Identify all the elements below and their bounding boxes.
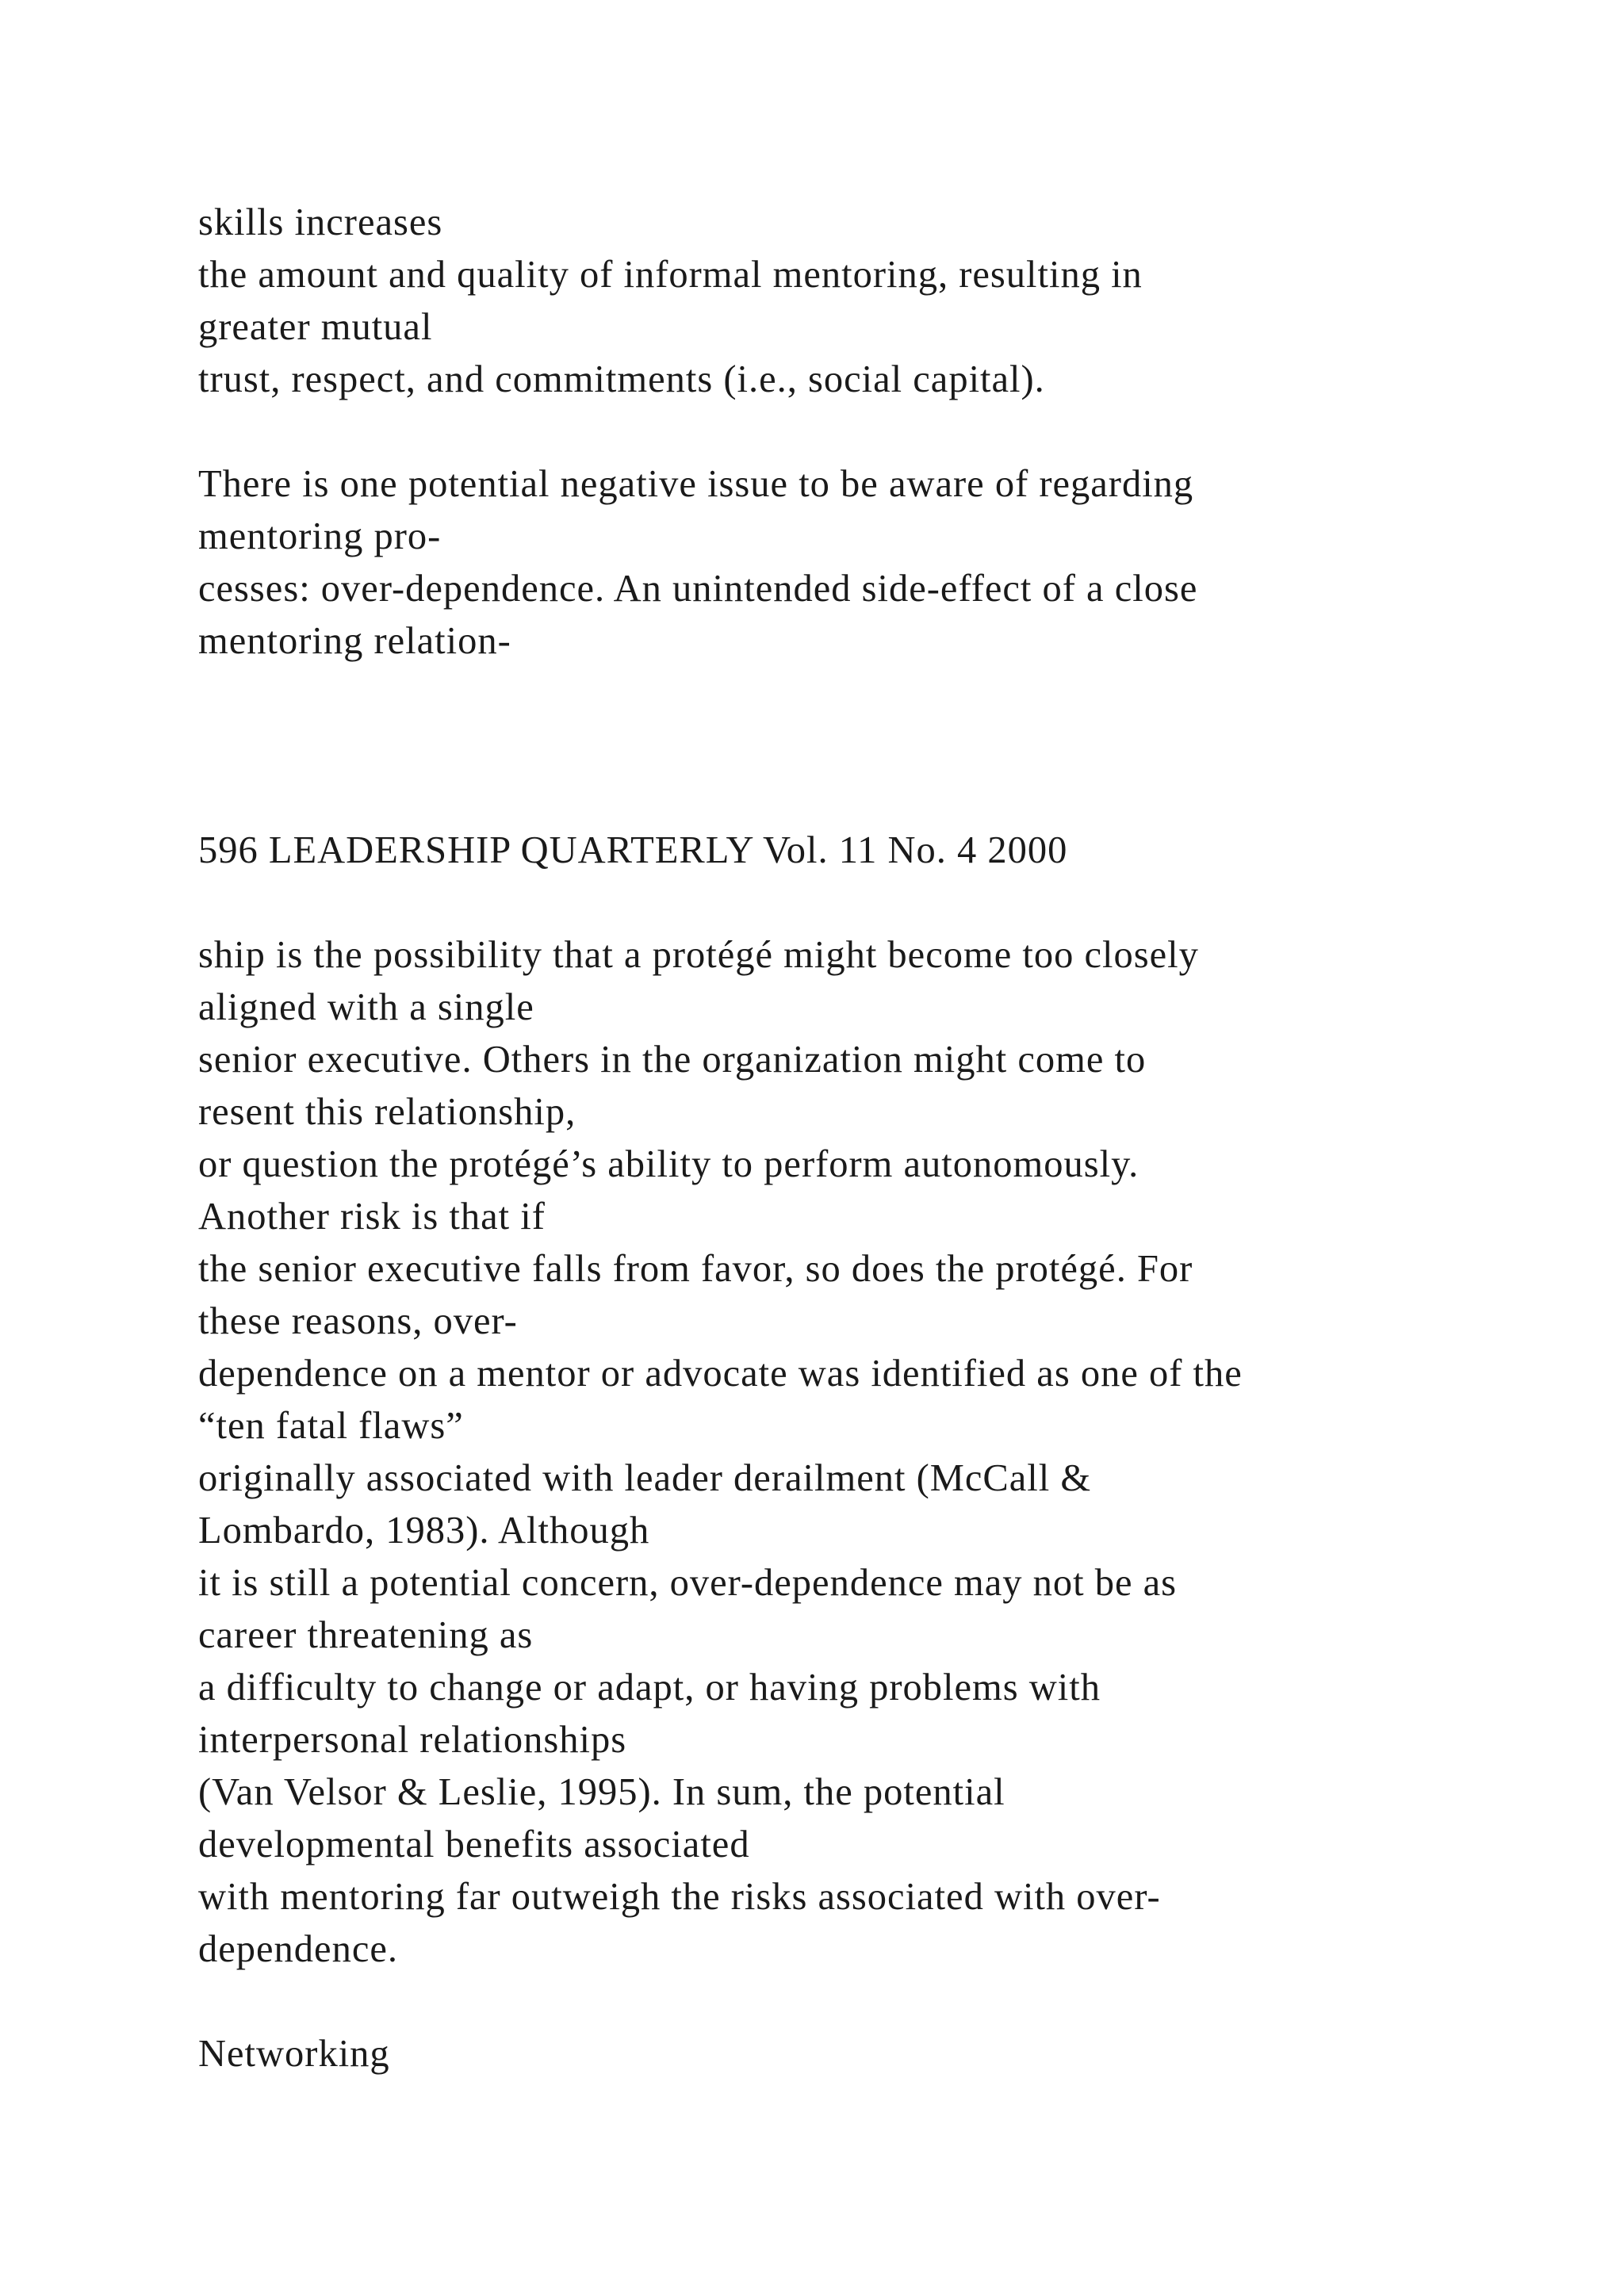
- text-line: mentoring relation-: [198, 620, 511, 662]
- text-line: a difficulty to change or adapt, or having problems with: [198, 1667, 1101, 1709]
- text-line: Lombardo, 1983). Although: [198, 1510, 650, 1552]
- text-line: Another risk is that if: [198, 1196, 546, 1238]
- text-line: trust, respect, and commitments (i.e., social capital).: [198, 358, 1045, 400]
- text-line: cesses: over-dependence. An unintended side-effect of a close: [198, 568, 1198, 610]
- section-heading-text: Networking: [198, 2033, 390, 2075]
- paragraph-over-dependence-intro: [198, 458, 1546, 668]
- text-line: the senior executive falls from favor, so does the protégé. For: [198, 1248, 1193, 1290]
- running-header: [198, 825, 1546, 877]
- text-line: developmental benefits associated: [198, 1823, 750, 1866]
- text-line: senior executive. Others in the organization might come to: [198, 1039, 1147, 1081]
- text-line: the amount and quality of informal mentoring, resulting in: [198, 254, 1143, 296]
- text-line: greater mutual: [198, 306, 433, 348]
- text-line: dependence.: [198, 1928, 399, 1970]
- section-heading: [198, 2028, 1546, 2080]
- text-line: career threatening as: [198, 1614, 534, 1656]
- text-line: There is one potential negative issue to be aware of regarding: [198, 463, 1194, 505]
- text-line: (Van Velsor & Leslie, 1995). In sum, the potential: [198, 1771, 1005, 1813]
- text-line: with mentoring far outweigh the risks associated with over-: [198, 1876, 1161, 1918]
- text-line: aligned with a single: [198, 986, 534, 1028]
- text-line: these reasons, over-: [198, 1300, 518, 1342]
- text-line: ship is the possibility that a protégé might become too closely: [198, 934, 1199, 976]
- text-line: mentoring pro-: [198, 515, 442, 557]
- text-line: resent this relationship,: [198, 1091, 576, 1133]
- text-line: or question the protégé’s ability to perform autonomously.: [198, 1143, 1139, 1185]
- running-header-text: 596 LEADERSHIP QUARTERLY Vol. 11 No. 4 2000: [198, 829, 1068, 871]
- text-line: originally associated with leader derailment (McCall &: [198, 1457, 1092, 1499]
- text-line: interpersonal relationships: [198, 1719, 627, 1761]
- text-line: dependence on a mentor or advocate was identified as one of the: [198, 1353, 1243, 1395]
- text-line: it is still a potential concern, over-dependence may not be as: [198, 1562, 1178, 1604]
- paragraph-skills-increases: [198, 197, 1546, 406]
- text-line: “ten fatal flaws”: [198, 1405, 464, 1447]
- paragraph-over-dependence-risks: [198, 929, 1546, 1976]
- text-line: skills increases: [198, 201, 443, 243]
